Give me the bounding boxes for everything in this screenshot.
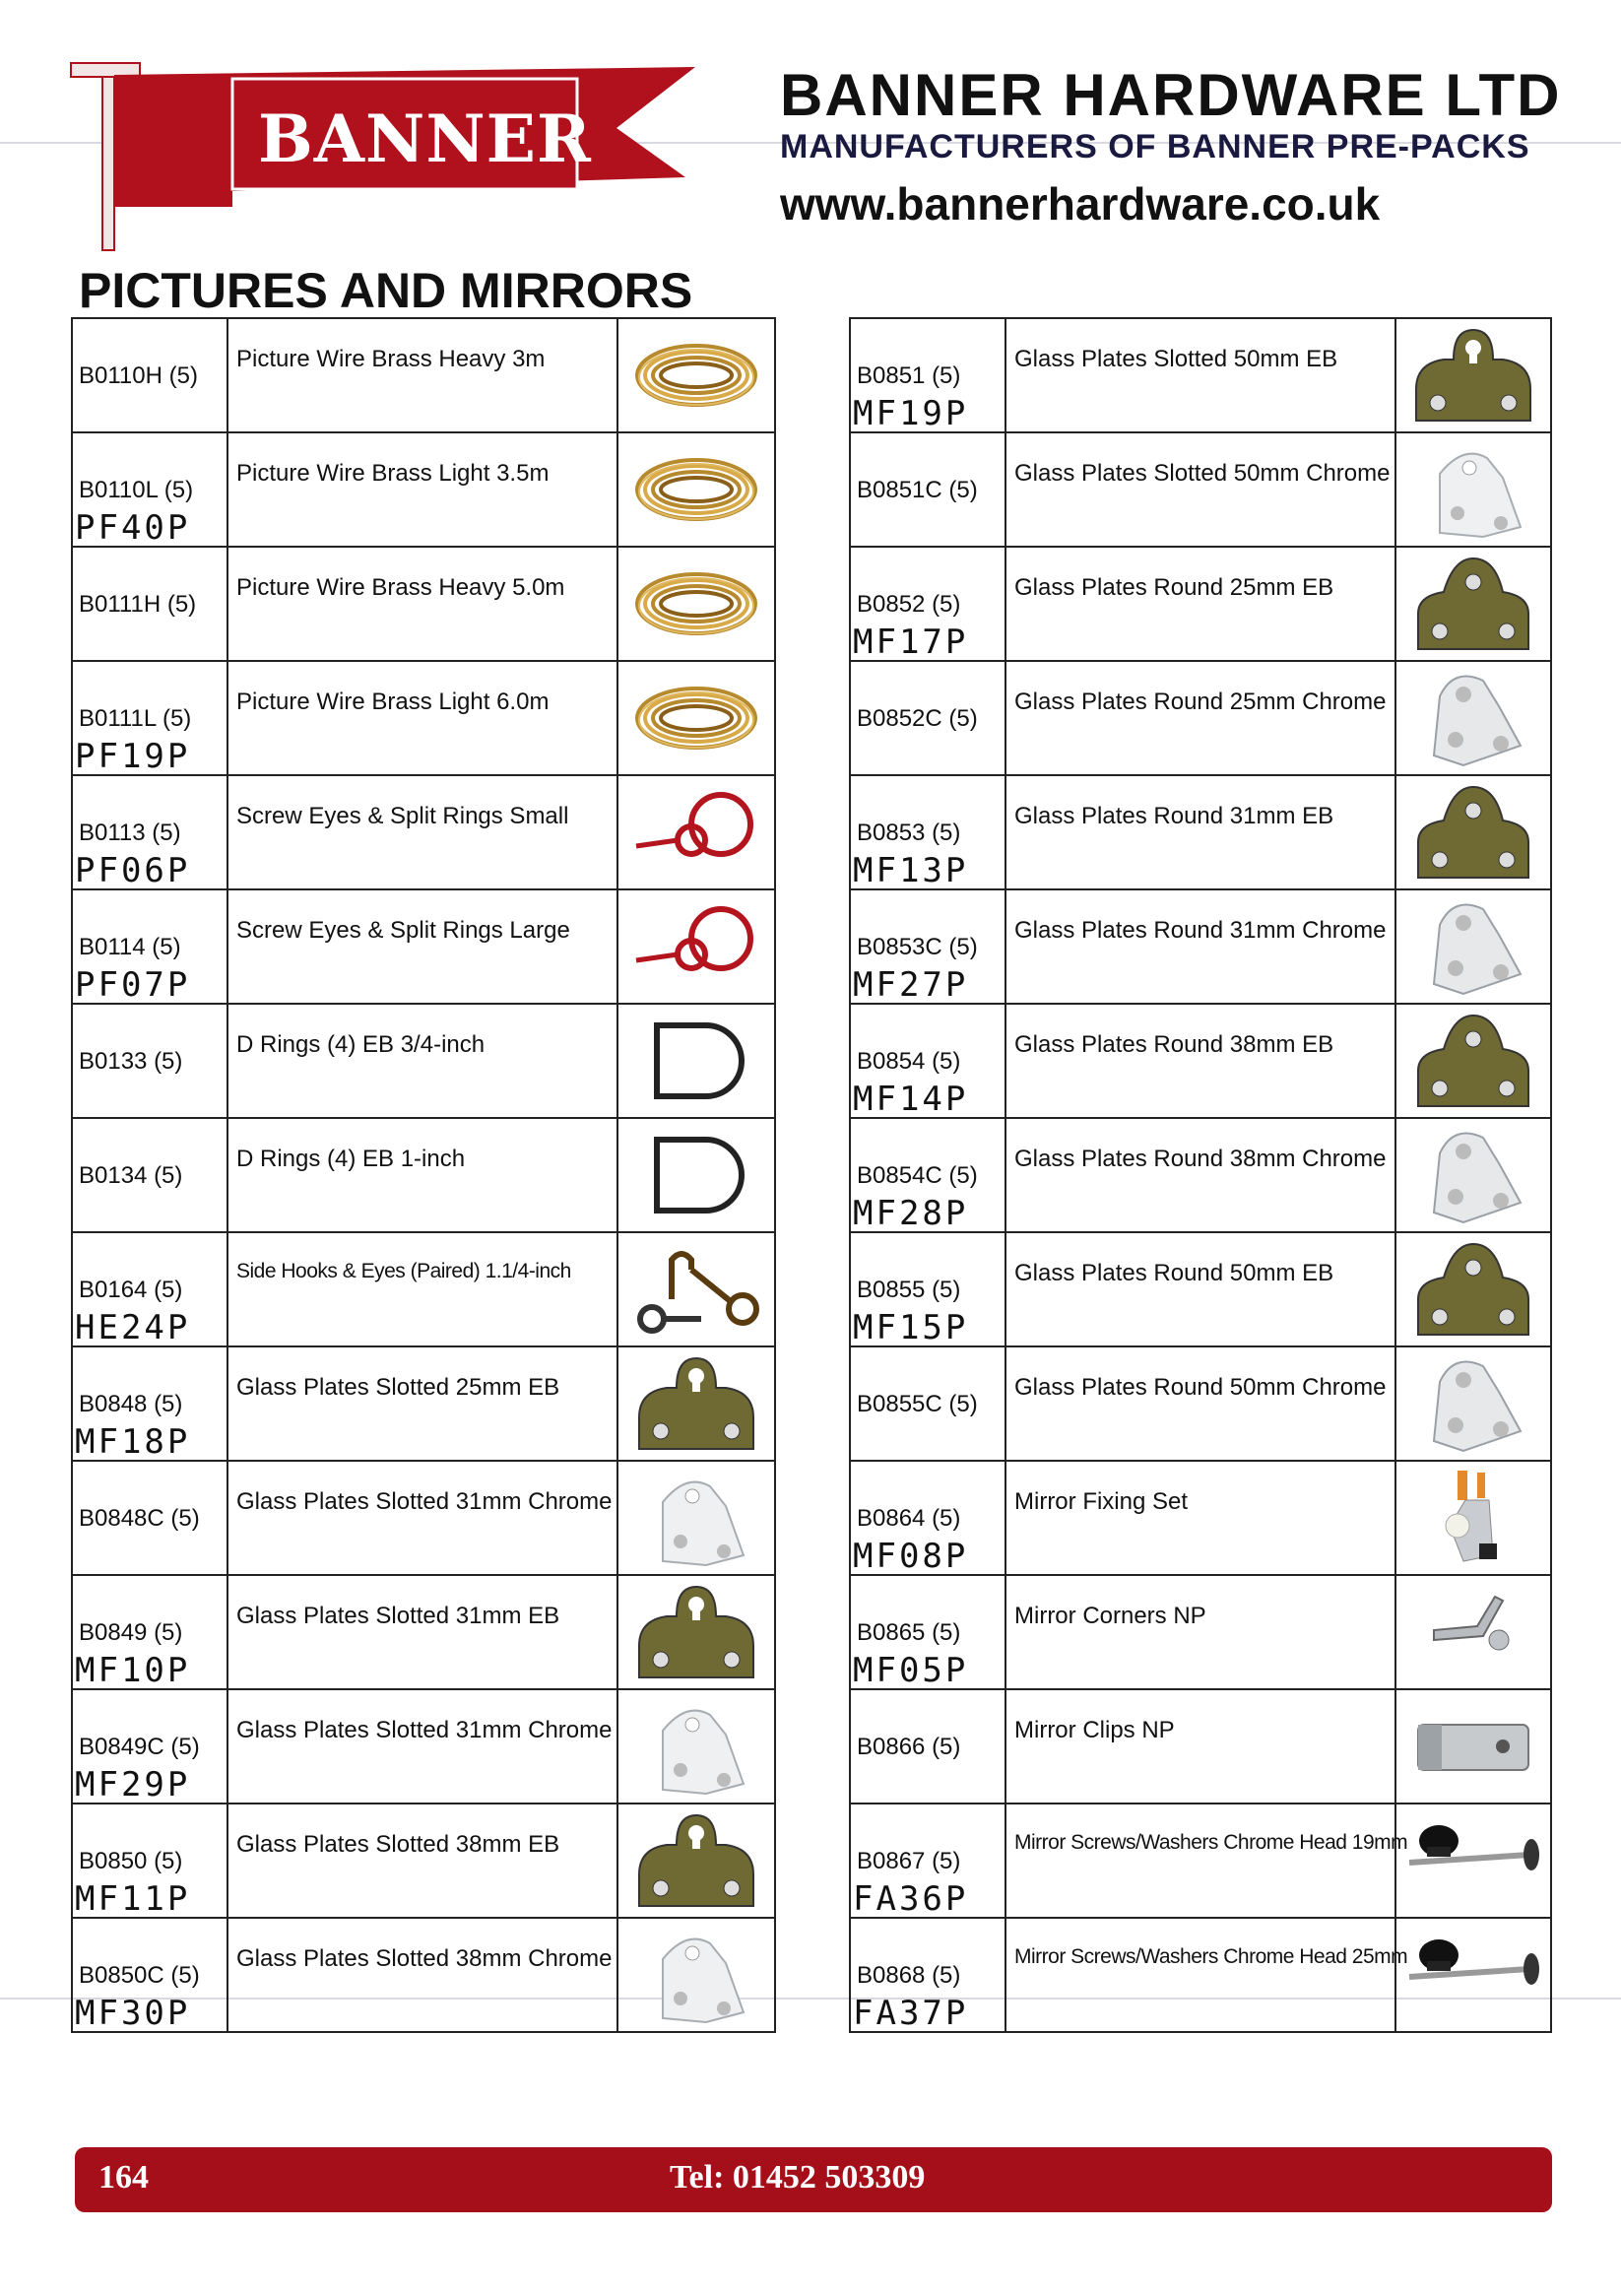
product-image-cell: [617, 1918, 775, 2032]
plate-round-chrome-icon: [1396, 1352, 1550, 1455]
product-row: [850, 889, 1551, 1004]
product-image-cell: [617, 1575, 775, 1689]
product-row: [72, 318, 775, 432]
product-image-cell: [617, 661, 775, 775]
product-image-cell: [617, 318, 775, 432]
product-description: Glass Plates Slotted 50mm EB: [1014, 346, 1338, 372]
handwritten-reference: MF17P: [853, 623, 969, 662]
product-description: Glass Plates Round 38mm EB: [1014, 1031, 1334, 1058]
wire-coil-icon: [618, 555, 774, 653]
company-tagline: MANUFACTURERS OF BANNER PRE-PACKS: [780, 128, 1530, 165]
product-code-cell: [72, 1918, 227, 2032]
product-code-cell: [72, 775, 227, 889]
product-row: [850, 1232, 1551, 1346]
plate-round-eb-icon: [1396, 553, 1550, 655]
product-description-cell: [1005, 547, 1395, 661]
product-row: [72, 1118, 775, 1232]
mirror-corner-icon: [1396, 1581, 1550, 1683]
product-description: Glass Plates Slotted 25mm EB: [236, 1374, 560, 1401]
product-image-cell: [617, 1118, 775, 1232]
product-code-cell: [850, 1918, 1005, 2032]
product-code: B0855 (5): [857, 1277, 961, 1303]
product-row: [72, 1689, 775, 1804]
product-description: Glass Plates Slotted 31mm Chrome: [236, 1717, 613, 1743]
logo-text: BANNER: [258, 100, 592, 177]
product-description-cell: [1005, 1689, 1395, 1804]
product-code: B0864 (5): [857, 1505, 961, 1532]
product-description-cell: [1005, 1918, 1408, 2032]
product-row: [850, 1575, 1551, 1689]
product-image-cell: [1395, 318, 1551, 432]
wire-coil-icon: [618, 440, 774, 539]
product-code-cell: [72, 1346, 227, 1461]
product-row: [850, 1004, 1551, 1118]
product-description-cell: [1005, 1118, 1395, 1232]
product-code-cell: [850, 1004, 1005, 1118]
product-image-cell: [1395, 1004, 1551, 1118]
product-image-cell: [1395, 1461, 1551, 1575]
product-description: Glass Plates Round 25mm EB: [1014, 574, 1334, 601]
product-code-cell: [72, 1689, 227, 1804]
product-code-cell: [850, 318, 1005, 432]
product-description-cell: [227, 1346, 617, 1461]
handwritten-reference: FA36P: [853, 1879, 969, 1919]
page-number: 164: [98, 2159, 149, 2196]
product-image-cell: [1395, 889, 1551, 1004]
product-description: D Rings (4) EB 3/4-inch: [236, 1031, 486, 1058]
product-code-cell: [72, 432, 227, 547]
product-row: [850, 1918, 1551, 2032]
handwritten-reference: MF05P: [853, 1651, 969, 1690]
wire-coil-icon: [618, 326, 774, 425]
product-description-cell: [227, 1804, 617, 1918]
product-description: Mirror Clips NP: [1014, 1717, 1175, 1743]
product-code: B0865 (5): [857, 1619, 961, 1646]
product-image-cell: [1395, 1689, 1551, 1804]
handwritten-reference: MF13P: [853, 851, 969, 890]
product-code-cell: [850, 1346, 1005, 1461]
product-code-cell: [72, 661, 227, 775]
product-code-cell: [72, 1461, 227, 1575]
product-image-cell: [1395, 1918, 1551, 2032]
product-code: B0853 (5): [857, 820, 961, 846]
product-code-cell: [850, 547, 1005, 661]
product-code-cell: [850, 432, 1005, 547]
product-code: B0848C (5): [79, 1505, 200, 1532]
mirror-fixing-set-icon: [1396, 1467, 1550, 1569]
product-code: B0111H (5): [79, 591, 197, 618]
mirror-screw-icon: [1396, 1811, 1550, 1910]
product-image-cell: [617, 1232, 775, 1346]
product-code: B0850 (5): [79, 1848, 183, 1874]
product-description-cell: [1005, 1575, 1395, 1689]
plate-slotted-chrome-icon: [618, 1695, 774, 1798]
product-description-cell: [1005, 889, 1395, 1004]
product-description: Picture Wire Brass Heavy 3m: [236, 346, 546, 372]
product-description-cell: [1005, 1804, 1408, 1918]
handwritten-reference: MF29P: [75, 1765, 191, 1804]
product-row: [850, 318, 1551, 432]
product-code: B0855C (5): [857, 1391, 978, 1417]
product-description: Glass Plates Slotted 38mm EB: [236, 1831, 560, 1858]
handwritten-reference: MF08P: [853, 1537, 969, 1576]
mirror-screw-icon: [1396, 1926, 1550, 2024]
product-description: Glass Plates Round 31mm Chrome: [1014, 917, 1387, 944]
handwritten-reference: PF40P: [75, 508, 191, 548]
product-description: Picture Wire Brass Light 3.5m: [236, 460, 550, 487]
product-code-cell: [850, 889, 1005, 1004]
product-image-cell: [617, 889, 775, 1004]
product-code-cell: [850, 1804, 1005, 1918]
product-description: Glass Plates Round 50mm Chrome: [1014, 1374, 1387, 1401]
product-description-cell: [227, 547, 617, 661]
product-code: B0854 (5): [857, 1048, 961, 1075]
product-description: Glass Plates Slotted 31mm EB: [236, 1603, 560, 1629]
product-row: [850, 547, 1551, 661]
product-code: B0114 (5): [79, 934, 181, 960]
product-row: [72, 889, 775, 1004]
product-code-cell: [850, 661, 1005, 775]
product-description-cell: [1005, 775, 1395, 889]
product-code: B0852C (5): [857, 705, 978, 732]
product-description: Screw Eyes & Split Rings Small: [236, 803, 569, 829]
product-description: Screw Eyes & Split Rings Large: [236, 917, 570, 944]
d-ring-icon: [618, 1126, 774, 1224]
product-code-cell: [72, 889, 227, 1004]
product-row: [72, 661, 775, 775]
product-code: B0849 (5): [79, 1619, 183, 1646]
handwritten-reference: MF11P: [75, 1879, 191, 1919]
product-row: [850, 432, 1551, 547]
product-code: B0113 (5): [79, 820, 181, 846]
product-description-cell: [1005, 1232, 1395, 1346]
plate-slotted-eb-icon: [618, 1581, 774, 1683]
screw-eye-ring-icon: [618, 897, 774, 996]
product-image-cell: [1395, 547, 1551, 661]
product-description-cell: [1005, 1461, 1395, 1575]
product-code: B0850C (5): [79, 1962, 200, 1989]
product-image-cell: [617, 1004, 775, 1118]
product-code-cell: [850, 1118, 1005, 1232]
product-description: Mirror Fixing Set: [1014, 1488, 1189, 1515]
product-description-cell: [227, 661, 617, 775]
plate-slotted-chrome-icon: [618, 1467, 774, 1569]
handwritten-reference: MF10P: [75, 1651, 191, 1690]
product-image-cell: [1395, 1804, 1551, 1918]
handwritten-reference: MF27P: [853, 965, 969, 1005]
product-code-cell: [850, 1689, 1005, 1804]
product-code: B0853C (5): [857, 934, 978, 960]
wire-coil-icon: [618, 669, 774, 767]
product-description: Glass Plates Round 31mm EB: [1014, 803, 1334, 829]
product-image-cell: [1395, 1118, 1551, 1232]
product-code: B0110H (5): [79, 362, 198, 389]
product-code-cell: [850, 1232, 1005, 1346]
product-code: B0854C (5): [857, 1162, 978, 1189]
product-description-cell: [227, 1461, 617, 1575]
plate-round-chrome-icon: [1396, 895, 1550, 998]
product-description: Picture Wire Brass Light 6.0m: [236, 689, 550, 715]
product-code: B0134 (5): [79, 1162, 183, 1189]
handwritten-reference: MF18P: [75, 1422, 191, 1462]
product-image-cell: [1395, 661, 1551, 775]
product-image-cell: [617, 1804, 775, 1918]
product-description: Glass Plates Slotted 38mm Chrome: [236, 1945, 613, 1972]
plate-round-chrome-icon: [1396, 667, 1550, 769]
left-product-table: [71, 317, 776, 2033]
product-image-cell: [617, 1346, 775, 1461]
handwritten-reference: FA37P: [853, 1994, 969, 2033]
product-code-cell: [72, 1804, 227, 1918]
company-name: BANNER HARDWARE LTD: [780, 62, 1562, 128]
product-row: [850, 1118, 1551, 1232]
product-code-cell: [850, 1575, 1005, 1689]
product-code-cell: [850, 775, 1005, 889]
product-row: [72, 775, 775, 889]
product-image-cell: [617, 775, 775, 889]
product-description: Mirror Corners NP: [1014, 1603, 1206, 1629]
product-row: [850, 1461, 1551, 1575]
section-title: PICTURES AND MIRRORS: [79, 263, 693, 318]
product-row: [850, 1346, 1551, 1461]
handwritten-reference: PF19P: [75, 737, 191, 776]
handwritten-reference: MF19P: [853, 394, 969, 433]
product-code-cell: [72, 1118, 227, 1232]
d-ring-icon: [618, 1012, 774, 1110]
product-row: [72, 547, 775, 661]
product-row: [72, 1804, 775, 1918]
product-description: Mirror Screws/Washers Chrome Head 25mm: [1014, 1945, 1408, 1968]
product-description-cell: [227, 1118, 617, 1232]
plate-slotted-eb-icon: [1396, 324, 1550, 426]
product-code: B0110L (5): [79, 477, 194, 503]
product-description-cell: [227, 1004, 617, 1118]
product-image-cell: [617, 1689, 775, 1804]
product-description: Glass Plates Round 50mm EB: [1014, 1260, 1334, 1286]
plate-slotted-eb-icon: [618, 1352, 774, 1455]
product-image-cell: [1395, 1575, 1551, 1689]
product-image-cell: [617, 1461, 775, 1575]
product-row: [72, 1918, 775, 2032]
plate-slotted-chrome-icon: [618, 1924, 774, 2026]
plate-slotted-chrome-icon: [1396, 438, 1550, 541]
screw-eye-ring-icon: [618, 783, 774, 882]
product-description-cell: [1005, 661, 1395, 775]
product-code: B0851C (5): [857, 477, 978, 503]
product-description: Glass Plates Round 38mm Chrome: [1014, 1146, 1387, 1172]
product-code: B0866 (5): [857, 1734, 961, 1760]
product-code: B0849C (5): [79, 1734, 200, 1760]
telephone-number: Tel: 01452 503309: [670, 2159, 926, 2196]
product-code: B0852 (5): [857, 591, 961, 618]
product-row: [72, 1461, 775, 1575]
product-code: B0133 (5): [79, 1048, 183, 1075]
product-row: [72, 1346, 775, 1461]
product-image-cell: [1395, 432, 1551, 547]
product-code-cell: [72, 318, 227, 432]
plate-round-eb-icon: [1396, 1238, 1550, 1341]
right-product-table: [849, 317, 1552, 2033]
handwritten-reference: HE24P: [75, 1308, 191, 1347]
product-description: Picture Wire Brass Heavy 5.0m: [236, 574, 565, 601]
product-code: B0848 (5): [79, 1391, 183, 1417]
product-code-cell: [72, 1232, 227, 1346]
product-description-cell: [227, 318, 617, 432]
product-description: Glass Plates Slotted 31mm Chrome: [236, 1488, 613, 1515]
product-code: B0867 (5): [857, 1848, 961, 1874]
product-row: [850, 661, 1551, 775]
product-description: Glass Plates Slotted 50mm Chrome: [1014, 460, 1391, 487]
handwritten-reference: MF28P: [853, 1194, 969, 1233]
product-row: [850, 775, 1551, 889]
plate-round-chrome-icon: [1396, 1124, 1550, 1226]
plate-round-eb-icon: [1396, 1010, 1550, 1112]
product-description-cell: [227, 1689, 617, 1804]
product-description-cell: [227, 775, 617, 889]
handwritten-reference: PF07P: [75, 965, 191, 1005]
product-image-cell: [617, 432, 775, 547]
plate-round-eb-icon: [1396, 781, 1550, 884]
handwritten-reference: MF15P: [853, 1308, 969, 1347]
product-description-cell: [227, 889, 617, 1004]
handwritten-reference: PF06P: [75, 851, 191, 890]
product-row: [850, 1804, 1551, 1918]
product-image-cell: [617, 547, 775, 661]
mirror-clip-icon: [1396, 1695, 1550, 1798]
product-description-cell: [227, 1918, 617, 2032]
product-row: [72, 1575, 775, 1689]
product-code: B0164 (5): [79, 1277, 183, 1303]
product-image-cell: [1395, 775, 1551, 889]
product-description-cell: [1005, 1004, 1395, 1118]
handwritten-reference: MF14P: [853, 1080, 969, 1119]
product-code-cell: [72, 1004, 227, 1118]
product-description-cell: [227, 1575, 617, 1689]
plate-slotted-eb-icon: [618, 1809, 774, 1912]
product-description-cell: [1005, 432, 1395, 547]
product-image-cell: [1395, 1346, 1551, 1461]
product-image-cell: [1395, 1232, 1551, 1346]
product-description-cell: [1005, 1346, 1395, 1461]
product-code-cell: [72, 547, 227, 661]
product-code-cell: [72, 1575, 227, 1689]
hook-eye-icon: [618, 1240, 774, 1339]
product-row: [72, 1004, 775, 1118]
product-description-cell: [1005, 318, 1395, 432]
company-website-link[interactable]: www.bannerhardware.co.uk: [780, 178, 1381, 230]
product-description: D Rings (4) EB 1-inch: [236, 1146, 466, 1172]
product-description-cell: [227, 1232, 617, 1346]
product-description-cell: [227, 432, 617, 547]
product-description: Side Hooks & Eyes (Paired) 1.1/4-inch: [236, 1260, 571, 1282]
product-code: B0868 (5): [857, 1962, 961, 1989]
footer-bar: [75, 2147, 1552, 2212]
handwritten-reference: MF30P: [75, 1994, 191, 2033]
product-code: B0851 (5): [857, 362, 961, 389]
product-description: Mirror Screws/Washers Chrome Head 19mm: [1014, 1831, 1408, 1854]
product-description: Glass Plates Round 25mm Chrome: [1014, 689, 1387, 715]
product-row: [850, 1689, 1551, 1804]
product-row: [72, 432, 775, 547]
product-code-cell: [850, 1461, 1005, 1575]
product-row: [72, 1232, 775, 1346]
product-code: B0111L (5): [79, 705, 192, 732]
